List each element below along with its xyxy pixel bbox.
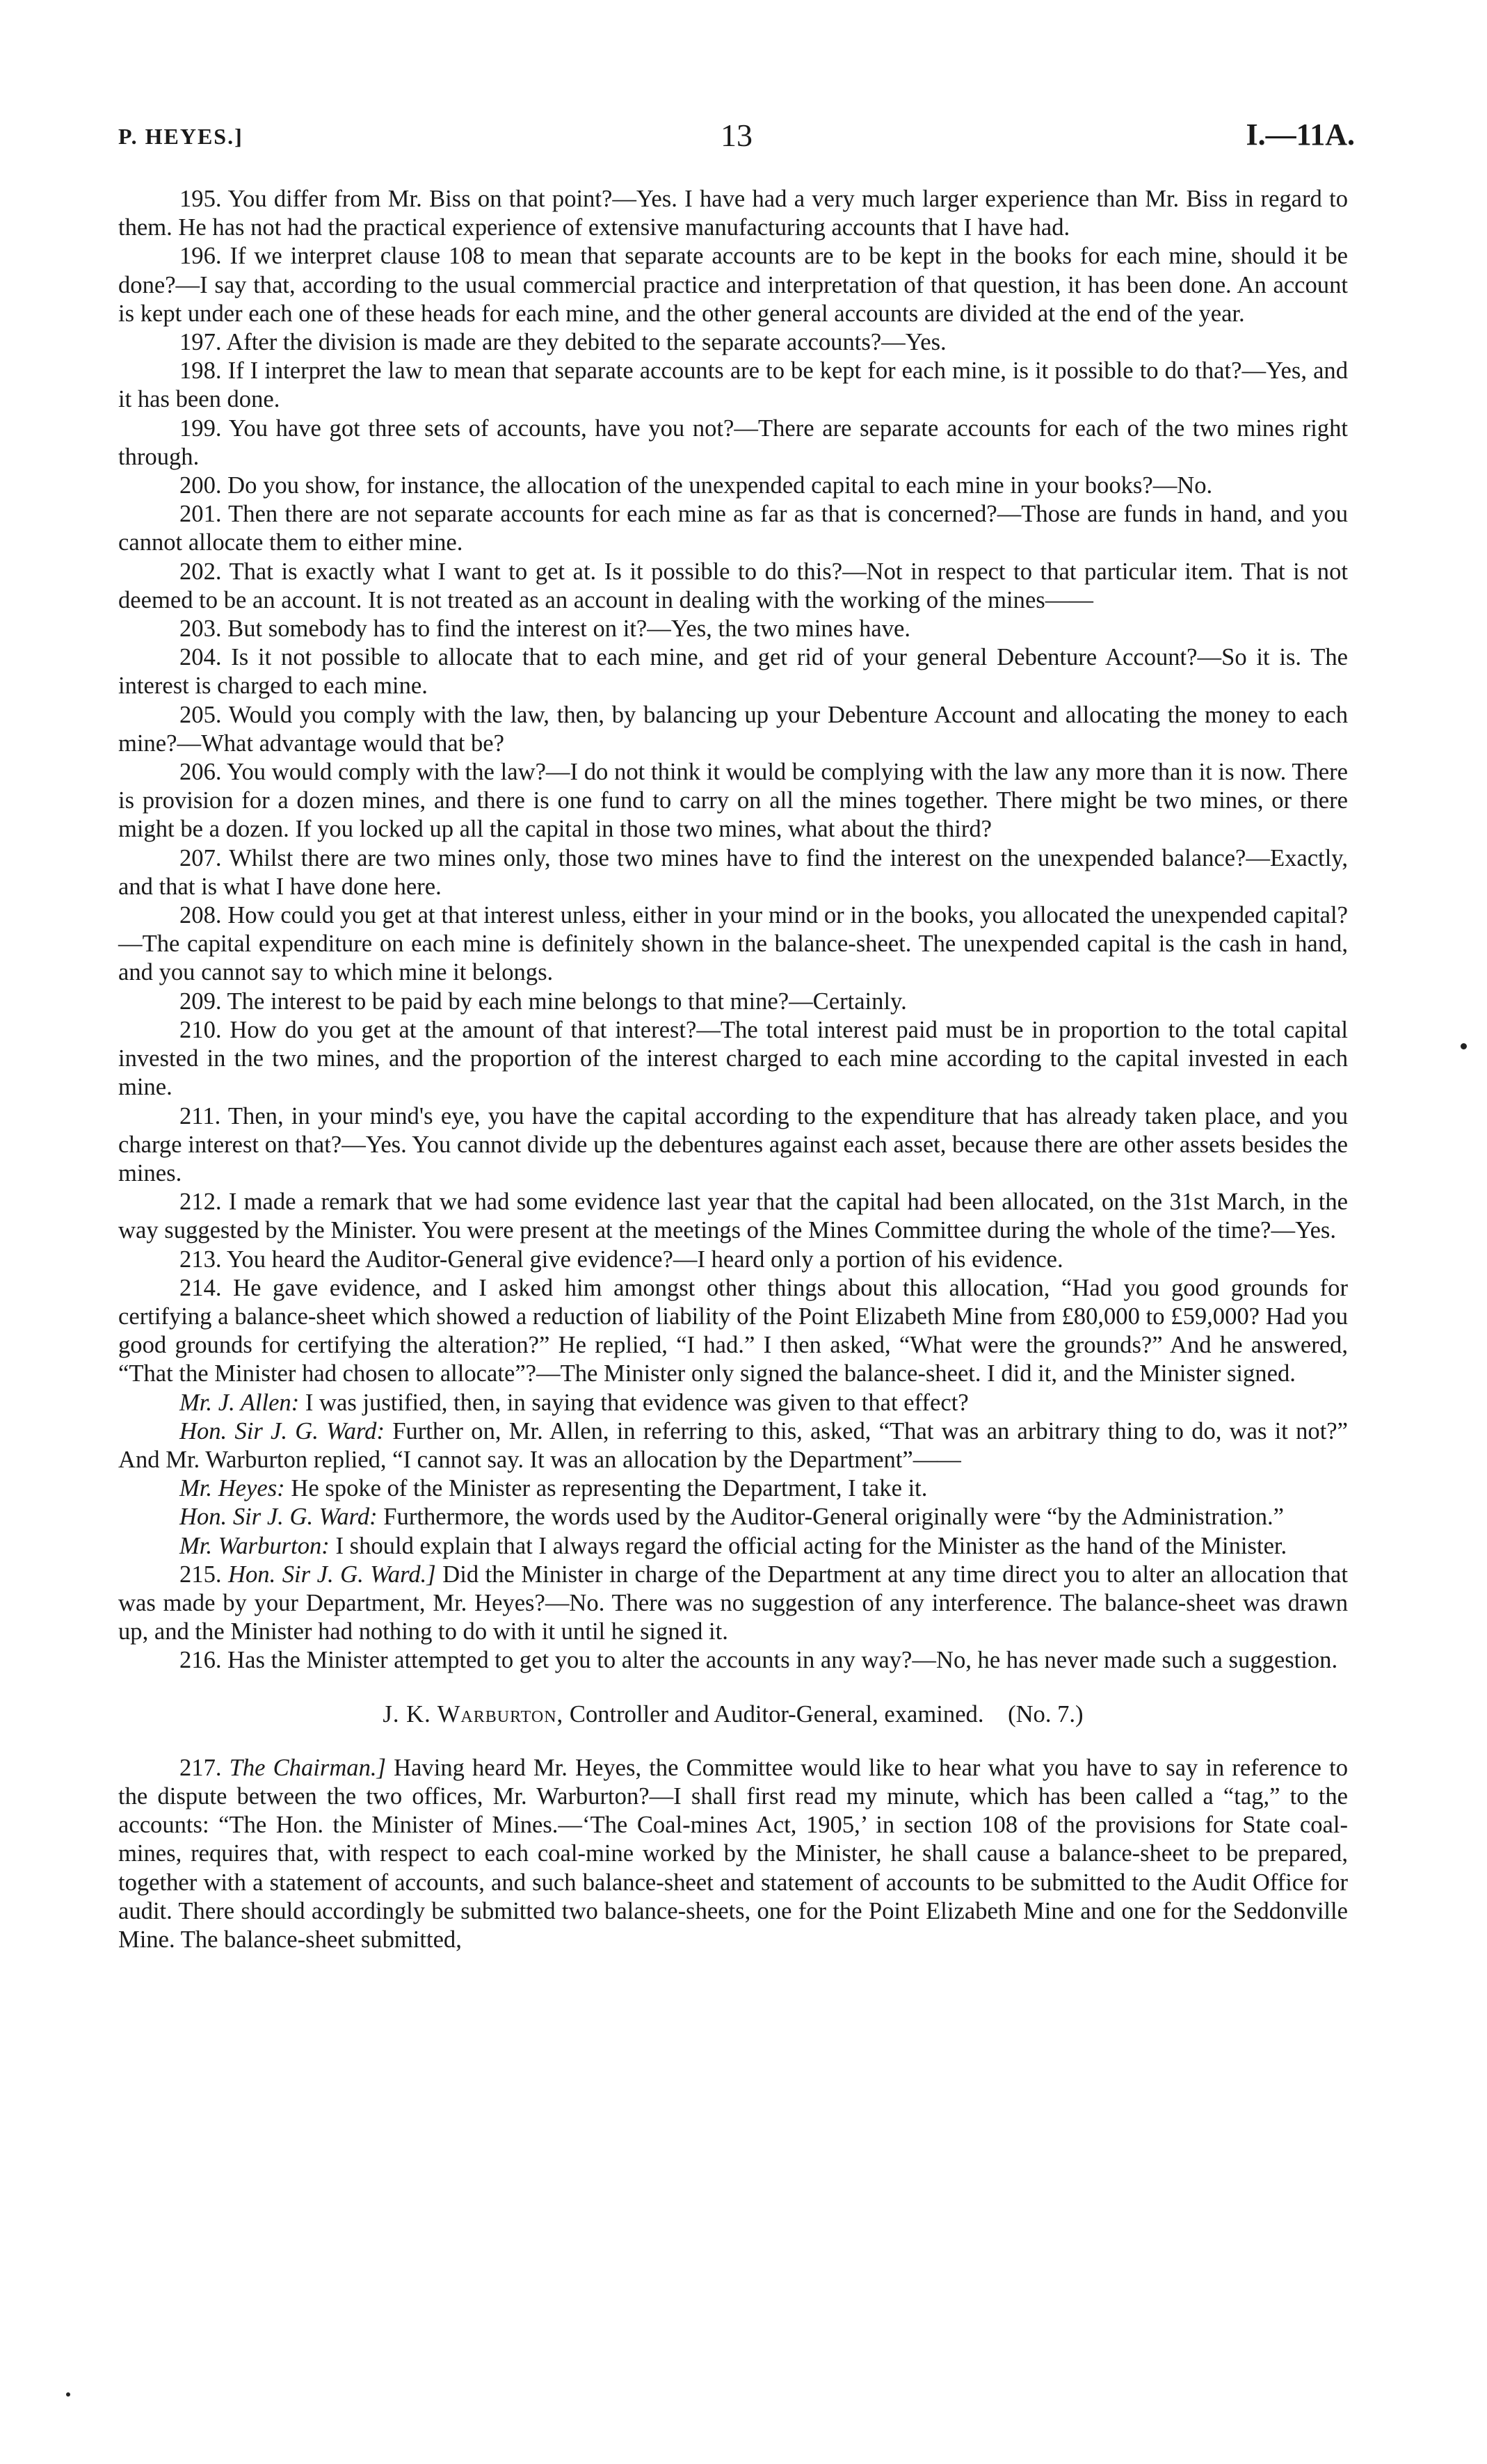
paragraph-212 <box>118 1188 1348 1245</box>
paragraph-text: Would you comply with the law, then, by balancing up your Debenture Account and allocating the money to each mine?—What advantage would that be? <box>118 701 1348 757</box>
interjection-warburton <box>118 1532 1348 1561</box>
witness-heading <box>118 1700 1348 1729</box>
paragraph-215 <box>118 1561 1348 1647</box>
paragraph-number: 196. <box>179 243 222 270</box>
paragraph-text: Furthermore, the words used by the Auditor-General originally were “by the Administration.” <box>383 1504 1284 1531</box>
speaker-name: Hon. Sir J. G. Ward: <box>179 1504 378 1531</box>
paragraph-text: That is exactly what I want to get at. Is it possible to do this?—Not in respect to that particular item. That is not deemed to be an account. It is not treated as an account in dealing with the working of the mines—— <box>118 558 1348 613</box>
paragraph-number: 195. <box>179 186 222 212</box>
paragraph-211 <box>118 1102 1348 1189</box>
paragraph-text: I should explain that I always regard the official acting for the Minister as the hand of the Minister. <box>335 1532 1287 1559</box>
paragraph-number: 197. <box>179 329 222 356</box>
paragraph-216 <box>118 1646 1348 1675</box>
paragraph-number: 212. <box>179 1189 222 1216</box>
paragraph-text: Did the Minister in charge of the Department at any time direct you to alter an allocation that was made by your Department, Mr. Heyes?—No. There was no suggestion of any interference. The balance-sheet was drawn up, and the Minister had nothing to do with it until he signed it. <box>118 1561 1348 1645</box>
paragraph-text: He spoke of the Minister as representing the Department, I take it. <box>291 1475 928 1502</box>
paragraph-number: 213. <box>179 1246 222 1273</box>
speaker-name: Hon. Sir J. G. Ward.] <box>228 1561 436 1588</box>
paragraph-202 <box>118 558 1348 615</box>
paragraph-number: 204. <box>179 644 222 671</box>
paragraph-number: 211. <box>179 1102 221 1129</box>
header-witness-name: P. HEYES.] <box>118 124 243 149</box>
paragraph-203 <box>118 615 1348 643</box>
paragraph-text: Then there are not separate accounts for each mine as far as that is concerned?—Those are funds in hand, and you cannot allocate them to either mine. <box>118 501 1348 556</box>
paragraph-text: The interest to be paid by each mine belongs to that mine?—Certainly. <box>227 988 907 1015</box>
speaker-name: Mr. Warburton: <box>179 1532 330 1559</box>
paragraph-text: Then, in your mind's eye, you have the capital according to the expenditure that has already taken place, and you charge interest on that?—Yes. You cannot divide up the debentures against each asset, because there are other assets besides the mines. <box>118 1102 1348 1186</box>
paragraph-text: I made a remark that we had some evidence last year that the capital had been allocated, on the 31st March, in the way suggested by the Minister. You were present at the meetings of the Mines Committee during the whole of the time?—Yes. <box>118 1189 1348 1244</box>
paragraph-201 <box>118 500 1348 557</box>
paragraph-number: 207. <box>179 844 222 871</box>
paragraph-209 <box>118 988 1348 1016</box>
paragraph-number: 210. <box>179 1016 222 1043</box>
paragraph-text: He gave evidence, and I asked him amongst other things about this allocation, “Had you good grounds for certifying a balance-sheet which showed a reduction of liability of the Point Elizabeth Mine from £80,000 to £59,000? Had you good grounds for certifying the alteration?” He replied, “I had.” I then asked, “What were the grounds?” And he answered, “That the Minister had chosen to allocate”?—The Minister only signed the balance-sheet. I did it, and the Minister signed. <box>118 1274 1348 1387</box>
paragraph-number: 214. <box>179 1274 222 1301</box>
stray-mark <box>66 2392 70 2397</box>
speaker-name: Mr. J. Allen: <box>179 1389 300 1416</box>
paragraph-number: 201. <box>179 501 222 528</box>
interjection-allen <box>118 1389 1348 1417</box>
paragraph-number: 200. <box>179 472 222 499</box>
paragraph-204 <box>118 643 1348 700</box>
paragraph-210 <box>118 1016 1348 1102</box>
paragraph-199 <box>118 414 1348 472</box>
paragraph-number: 202. <box>179 558 222 585</box>
paragraph-197 <box>118 328 1348 357</box>
paragraph-text: Do you show, for instance, the allocation of the unexpended capital to each mine in your books?—No. <box>227 472 1213 499</box>
paragraph-text: How could you get at that interest unless, either in your mind or in the books, you allocated the unexpended capital?—The capital expenditure on each mine is definitely shown in the balance-sheet. The unexpended capital is the cash in hand, and you cannot say to which mine it belongs. <box>118 902 1348 986</box>
paragraph-number: 215. <box>179 1561 222 1588</box>
paragraph-198 <box>118 357 1348 414</box>
paragraph-number: 199. <box>179 414 222 442</box>
paragraph-206 <box>118 758 1348 844</box>
paragraph-number: 206. <box>179 759 222 786</box>
page-number: 13 <box>721 118 753 153</box>
paragraph-213 <box>118 1246 1348 1274</box>
speaker-name: Mr. Heyes: <box>179 1475 285 1502</box>
paragraph-214 <box>118 1274 1348 1389</box>
paragraph-text: How do you get at the amount of that interest?—The total interest paid must be in proportion to the total capital invested in the two mines, and the proportion of the interest charged to each mine according to the capital invested in each mine. <box>118 1016 1348 1101</box>
paragraph-200 <box>118 472 1348 500</box>
witness-description: Controller and Auditor-General, examined. <box>569 1700 984 1728</box>
evidence-text <box>118 185 1348 1954</box>
paper-reference: I.—11A. <box>1246 118 1355 152</box>
paragraph-text: You would comply with the law?—I do not think it would be complying with the law any more than it is now. There is provision for a dozen mines, and there is one fund to carry on all the mines together. There might be two mines, or there might be a dozen. If you locked up all the capital in those two mines, what about the third? <box>118 759 1348 843</box>
paragraph-number: 208. <box>179 902 222 929</box>
paragraph-text: You heard the Auditor-General give evidence?—I heard only a portion of his evidence. <box>226 1246 1063 1273</box>
paragraph-number: 217. <box>179 1754 222 1781</box>
paragraph-text: After the division is made are they debited to the separate accounts?—Yes. <box>226 329 947 356</box>
witness-number: (No. 7.) <box>1008 1700 1084 1728</box>
paragraph-207 <box>118 844 1348 901</box>
paragraph-text: You have got three sets of accounts, have you not?—There are separate accounts for each of the two mines right through. <box>118 414 1348 470</box>
paragraph-text: Has the Minister attempted to get you to alter the accounts in any way?—No, he has never made such a suggestion. <box>227 1647 1338 1674</box>
paragraph-number: 209. <box>179 988 222 1015</box>
paragraph-196 <box>118 242 1348 328</box>
paragraph-text: You differ from Mr. Biss on that point?—Yes. I have had a very much larger experience than Mr. Biss in regard to them. He has not had the practical experience of extensive manufacturing accounts that I have had. <box>118 186 1348 241</box>
paragraph-number: 216. <box>179 1647 222 1674</box>
paragraph-text: If we interpret clause 108 to mean that separate accounts are to be kept in the books for each mine, should it be done?—I say that, according to the usual commercial practice and interpretation of that question, it has been done. An account is kept under each one of these heads for each mine, and the other general accounts are divided at the end of the year. <box>118 243 1348 327</box>
paragraph-text: I was justified, then, in saying that evidence was given to that effect? <box>305 1389 969 1416</box>
paragraph-text: Having heard Mr. Heyes, the Committee would like to hear what you have to say in reference to the dispute between the two offices, Mr. Warburton?—I shall first read my minute, which has been called a “tag,” to the accounts: “The Hon. the Minister of Mines.—‘The Coal-mines Act, 1905,’ in section 108 of the provisions for State coal-mines, requires that, with respect to each coal-mine worked by the Minister, he shall cause a balance-sheet to be prepared, together with a statement of accounts, and such balance-sheet and statement of accounts to be submitted to the Audit Office for audit. There should accordingly be submitted two balance-sheets, one for the Point Elizabeth Mine and one for the Seddonville Mine. The balance-sheet submitted, <box>118 1754 1348 1953</box>
speaker-name: Hon. Sir J. G. Ward: <box>179 1417 385 1444</box>
speaker-name: The Chairman.] <box>229 1754 386 1781</box>
paragraph-text: If I interpret the law to mean that separate accounts are to be kept for each mine, is it possible to do that?—Yes, and it has been done. <box>118 357 1348 413</box>
paragraph-number: 205. <box>179 701 222 728</box>
paragraph-number: 203. <box>179 615 222 643</box>
witness-name: J. K. Warburton, <box>383 1700 564 1728</box>
paragraph-number: 198. <box>179 357 222 385</box>
interjection-ward-2 <box>118 1503 1348 1531</box>
interjection-ward <box>118 1417 1348 1474</box>
interjection-heyes <box>118 1474 1348 1503</box>
paragraph-text: Further on, Mr. Allen, in referring to this, asked, “That was an arbitrary thing to do, was it not?” And Mr. Warburton replied, “I cannot say. It was an allocation by the Department”—— <box>118 1417 1348 1473</box>
paragraph-217 <box>118 1754 1348 1954</box>
running-head <box>118 117 1355 159</box>
paragraph-195 <box>118 185 1348 242</box>
paragraph-text: Whilst there are two mines only, those two mines have to find the interest on the unexpended balance?—Exactly, and that is what I have done here. <box>118 844 1348 900</box>
paragraph-text: But somebody has to find the interest on it?—Yes, the two mines have. <box>227 615 911 643</box>
paragraph-text: Is it not possible to allocate that to each mine, and get rid of your general Debenture Account?—So it is. The interest is charged to each mine. <box>118 644 1348 700</box>
paragraph-205 <box>118 701 1348 758</box>
margin-dot <box>1461 1043 1467 1049</box>
paragraph-208 <box>118 901 1348 988</box>
